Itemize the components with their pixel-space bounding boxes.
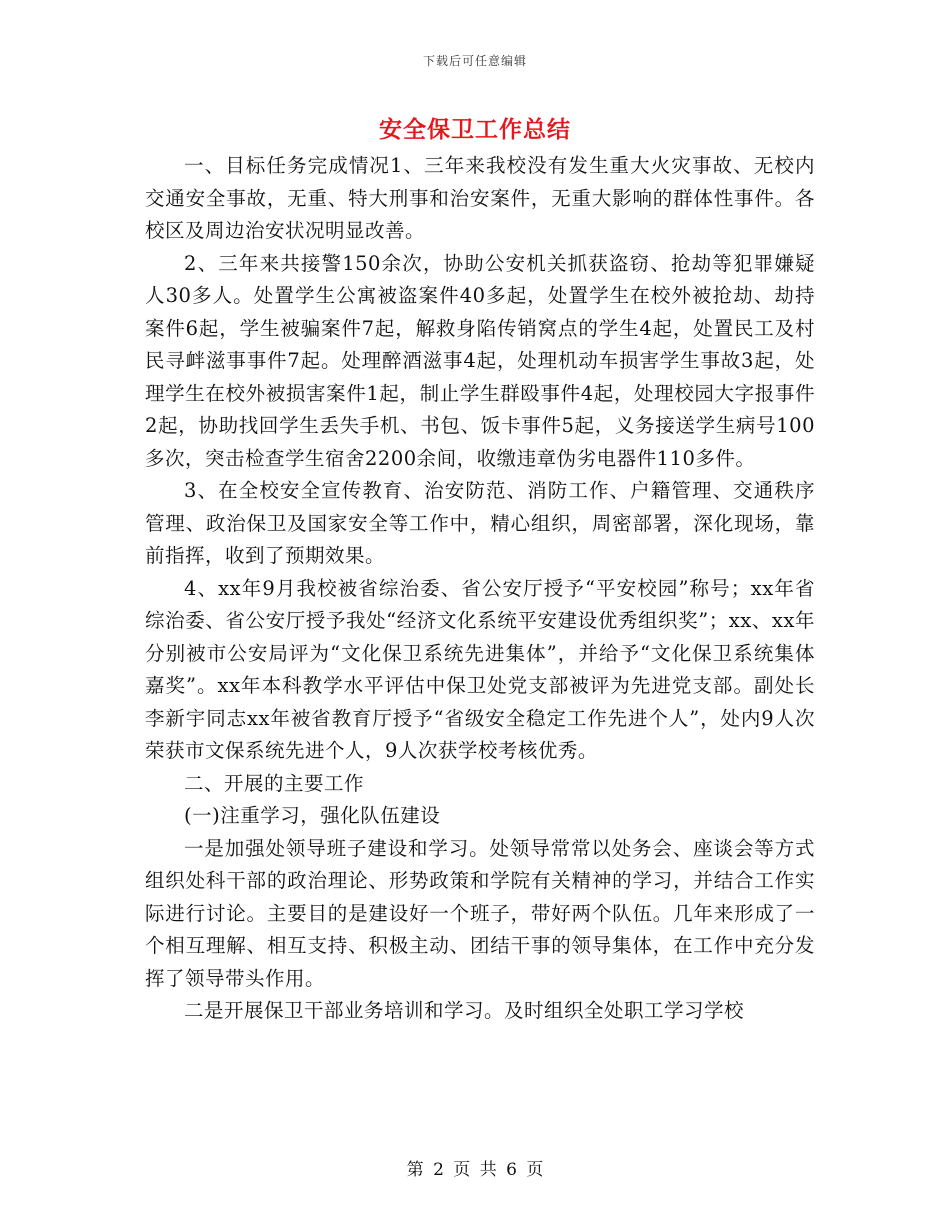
document-body: [145, 150, 815, 1028]
page-number-footer: 第 2 页 共 6 页: [406, 1160, 544, 1180]
section-heading-main-work: 二、开展的主要工作: [184, 771, 365, 795]
document-title: 安全保卫工作总结: [379, 116, 571, 143]
paragraph-security-work: 3、在全校安全宣传教育、治安防范、消防工作、户籍管理、交通秩序管理、政治保卫及国家安全等工作中，精心组织，周密部署，深化现场，靠前指挥，收到了预期效果。: [145, 479, 815, 567]
paragraph-training: 二是开展保卫干部业务培训和学习。及时组织全处职工学习学校: [184, 999, 745, 1022]
subsection-heading-study: (一)注重学习，强化队伍建设: [184, 804, 441, 827]
paragraph-leadership-study: 一是加强处领导班子建设和学习。处领导常常以处务会、座谈会等方式组织处科干部的政治理论、形势政策和学院有关精神的学习，并结合工作实际进行讨论。主要目的是建设好一个班子，带好两个队伍。几年来形成了一个相互理解、相互支持、积极主动、团结干事的领导集体，在工作中充分发挥了领导带头作用。: [145, 836, 815, 990]
paragraph-case-statistics: 2、三年来共接警150余次，协助公安机关抓获盗窃、抢劫等犯罪嫌疑人30多人。处置学生公寓被盗案件40多起，处置学生在校外被抢劫、劫持案件6起，学生被骗案件7起，解救身陷传销窝点的学生4起，处置民工及村民寻衅滋事事件7起。处理醉酒滋事4起，处理机动车损害学生事故3起，处理学生在校外被损害案件1起，制止学生群殴事件4起，处理校园大字报事件2起，协助找回学生丢失手机、书包、饭卡事件5起，义务接送学生病号100多次，突击检查学生宿舍2200余间，收缴违章伪劣电器件110多件。: [145, 251, 815, 470]
header-note: 下载后可任意编辑: [422, 54, 527, 68]
paragraph-goals-summary: 一、目标任务完成情况1、三年来我校没有发生重大火灾事故、无校内交通安全事故，无重、特大刑事和治安案件，无重大影响的群体性事件。各校区及周边治安状况明显改善。: [145, 154, 815, 242]
paragraph-honors: 4、xx年9月我校被省综治委、省公安厅授予“平安校园”称号；xx年省综治委、省公安厅授予我处“经济文化系统平安建设优秀组织奖”；xx、xx年分别被市公安局评为“文化保卫系统先进集体”，并给予“文化保卫系统集体嘉奖”。xx年本科教学水平评估中保卫处党支部被评为先进党支部。副处长李新宇同志xx年被省教育厅授予“省级安全稳定工作先进个人”，处内9人次荣获市文保系统先进个人，9人次获学校考核优秀。: [145, 576, 815, 762]
